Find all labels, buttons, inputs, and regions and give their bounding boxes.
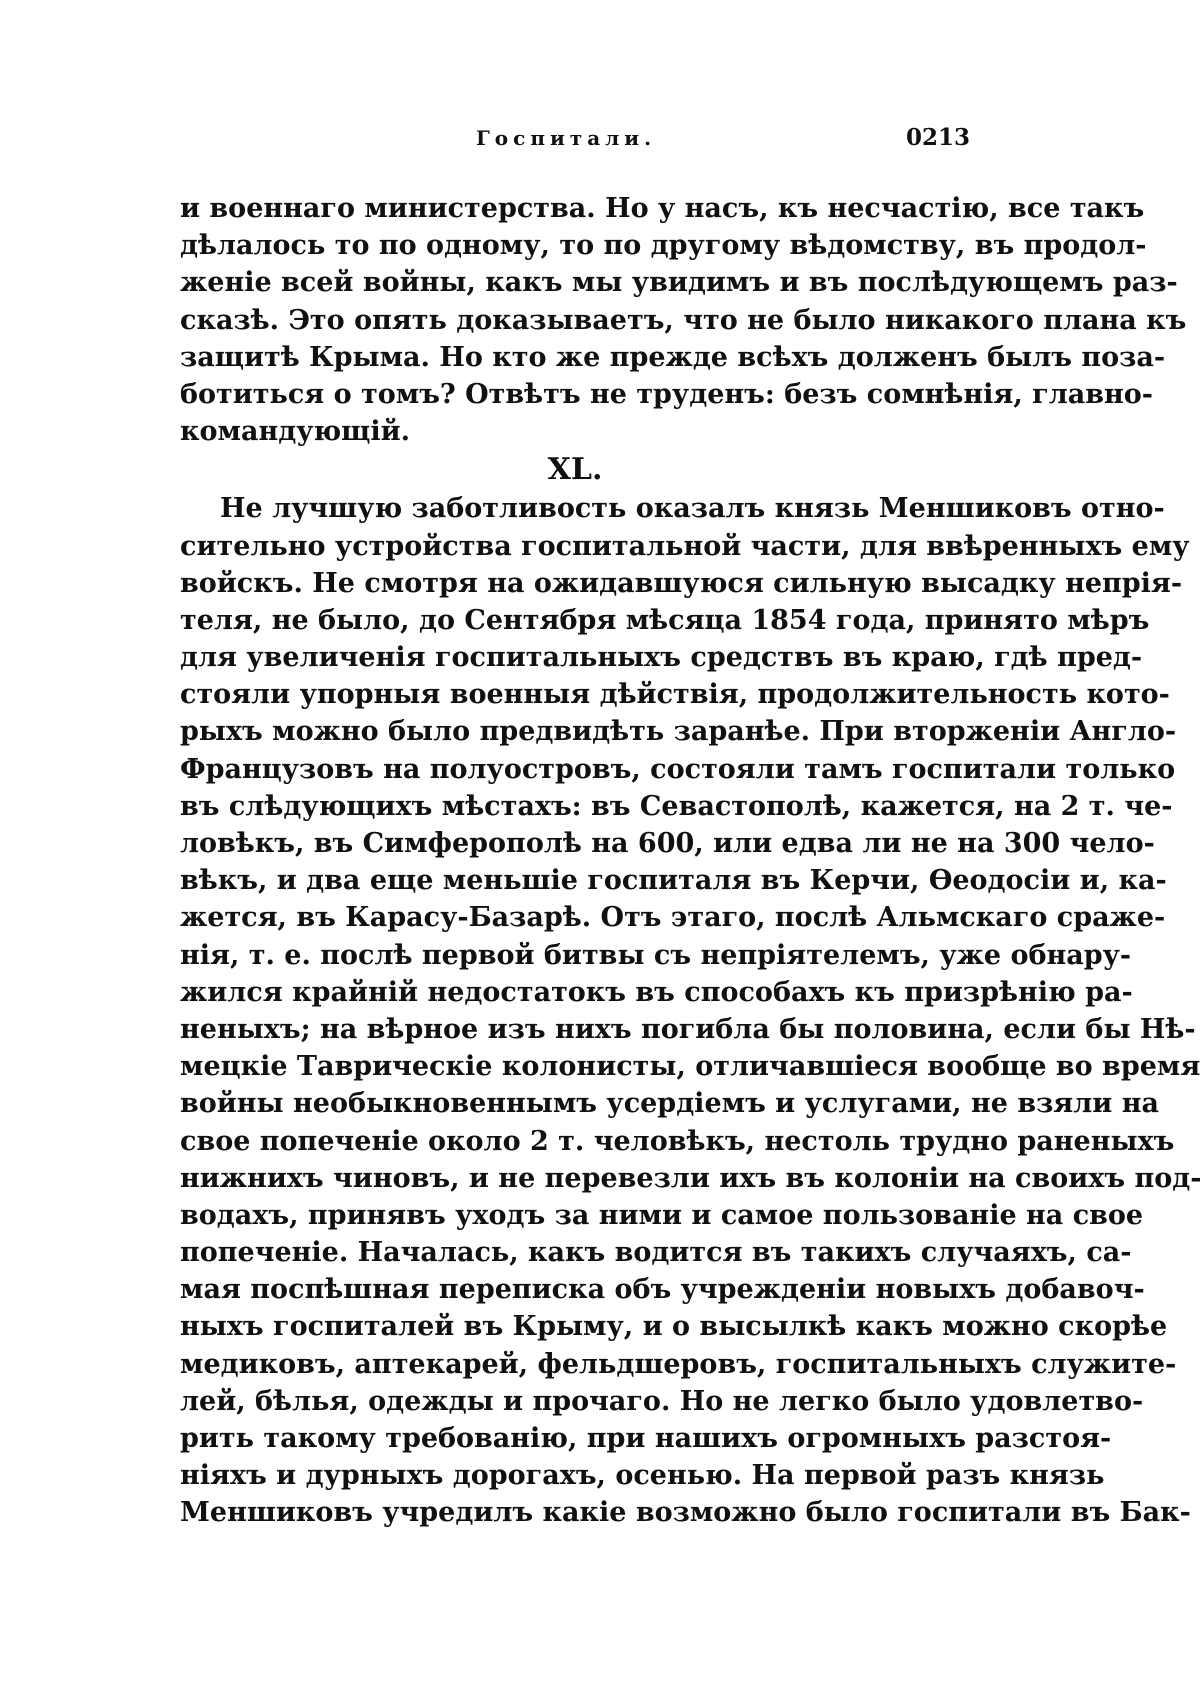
text-line: медиковъ, аптекарей, фельдшеровъ, госпитальныхъ служите-: [180, 1348, 1177, 1380]
text-line: стояли упорныя военныя дѣйствія, продолжительность кото-: [180, 679, 1170, 711]
text-line: рить такому требованію, при нашихъ огромныхъ разстоя-: [180, 1423, 1112, 1454]
body-text: [180, 190, 1201, 1532]
text-line: попеченіе. Началась, какъ водится въ такихъ случаяхъ, са-: [180, 1237, 1132, 1269]
chapter-heading: XL.: [547, 452, 603, 488]
text-line: войны необыкновеннымъ усердіемъ и услугами, не взяли на: [180, 1088, 1159, 1120]
text-line: ныхъ госпиталей въ Крыму, и о высылкѣ какъ можно скорѣе: [180, 1311, 1168, 1343]
text-line: ніяхъ и дурныхъ дорогахъ, осенью. На первой разъ князь: [180, 1460, 1105, 1492]
paragraph-2: [180, 490, 1201, 1531]
paragraph-1: [180, 190, 1187, 450]
text-line: мая поспѣшная переписка объ учрежденіи новыхъ добавоч-: [180, 1274, 1145, 1306]
text-line: Французовъ на полуостровъ, состояли тамъ госпитали только: [180, 753, 1176, 785]
page-number: 0213: [905, 124, 970, 151]
text-line: мецкіе Таврическіе колонисты, отличавшіеся вообще во время: [180, 1051, 1201, 1083]
text-line: сительно устройства госпитальной части, для ввѣренныхъ ему: [180, 530, 1190, 562]
text-line: вѣкъ, и два еще меньшіе госпиталя въ Керчи, Ѳеодосіи и, ка-: [180, 865, 1167, 897]
text-line: Меншиковъ учредилъ какіе возможно было госпитали въ Бак-: [180, 1497, 1191, 1529]
text-line: защитѣ Крыма. Но кто же прежде всѣхъ долженъ былъ поза-: [180, 341, 1166, 373]
running-header: [180, 122, 970, 158]
text-line: въ слѣдующихъ мѣстахъ: въ Севастополѣ, кажется, на 2 т. че-: [180, 790, 1173, 822]
text-line: дѣлалось то по одному, то по другому вѣдомству, въ продол-: [180, 230, 1147, 262]
running-title: Госпитали.: [476, 126, 657, 150]
text-line: теля, не было, до Сентября мѣсяца 1854 года, принято мѣръ: [180, 604, 1150, 636]
text-line: для увеличенія госпитальныхъ средствъ въ краю, гдѣ пред-: [180, 642, 1143, 674]
text-line: сказѣ. Это опять доказываетъ, что не было никакого плана къ: [180, 304, 1187, 336]
text-line: неныхъ; на вѣрное изъ нихъ погибла бы половина, если бы Нѣ-: [180, 1013, 1196, 1045]
text-line: водахъ, принявъ уходъ за ними и самое пользованіе на свое: [180, 1199, 1144, 1231]
text-line: ботиться о томъ? Отвѣтъ не труденъ: безъ сомнѣнія, главно-: [180, 378, 1153, 410]
text-line: женіе всей войны, какъ мы увидимъ и въ послѣдующемъ раз-: [180, 267, 1178, 299]
text-line: и военнаго министерства. Но у насъ, къ несчастію, все такъ: [180, 193, 1145, 224]
text-line: жился крайній недостатокъ въ способахъ къ призрѣнію ра-: [180, 976, 1133, 1008]
text-line: войскъ. Не смотря на ожидавшуюся сильную высадку непрія-: [180, 567, 1183, 599]
text-line: лей, бѣлья, одежды и прочаго. Но не легко было удовлетво-: [180, 1385, 1144, 1417]
text-line: нижнихъ чиновъ, и не перевезли ихъ въ колоніи на своихъ под-: [180, 1162, 1201, 1194]
text-line: командующій.: [180, 416, 411, 448]
text-line: нія, т. е. послѣ первой битвы съ непріятелемъ, уже обнару-: [180, 939, 1132, 971]
text-line: ловѣкъ, въ Симферополѣ на 600, или едва ли не на 300 чело-: [180, 828, 1155, 859]
text-line: Не лучшую заботливость оказалъ князь Меншиковъ отно-: [220, 493, 1165, 525]
text-line: жется, въ Карасу-Базарѣ. Отъ этаго, послѣ Альмскаго сраже-: [180, 902, 1166, 934]
text-line: свое попеченіе около 2 т. человѣкъ, нестоль трудно раненыхъ: [180, 1125, 1175, 1157]
text-line: рыхъ можно было предвидѣть заранѣе. При вторженіи Англо-: [180, 716, 1177, 748]
